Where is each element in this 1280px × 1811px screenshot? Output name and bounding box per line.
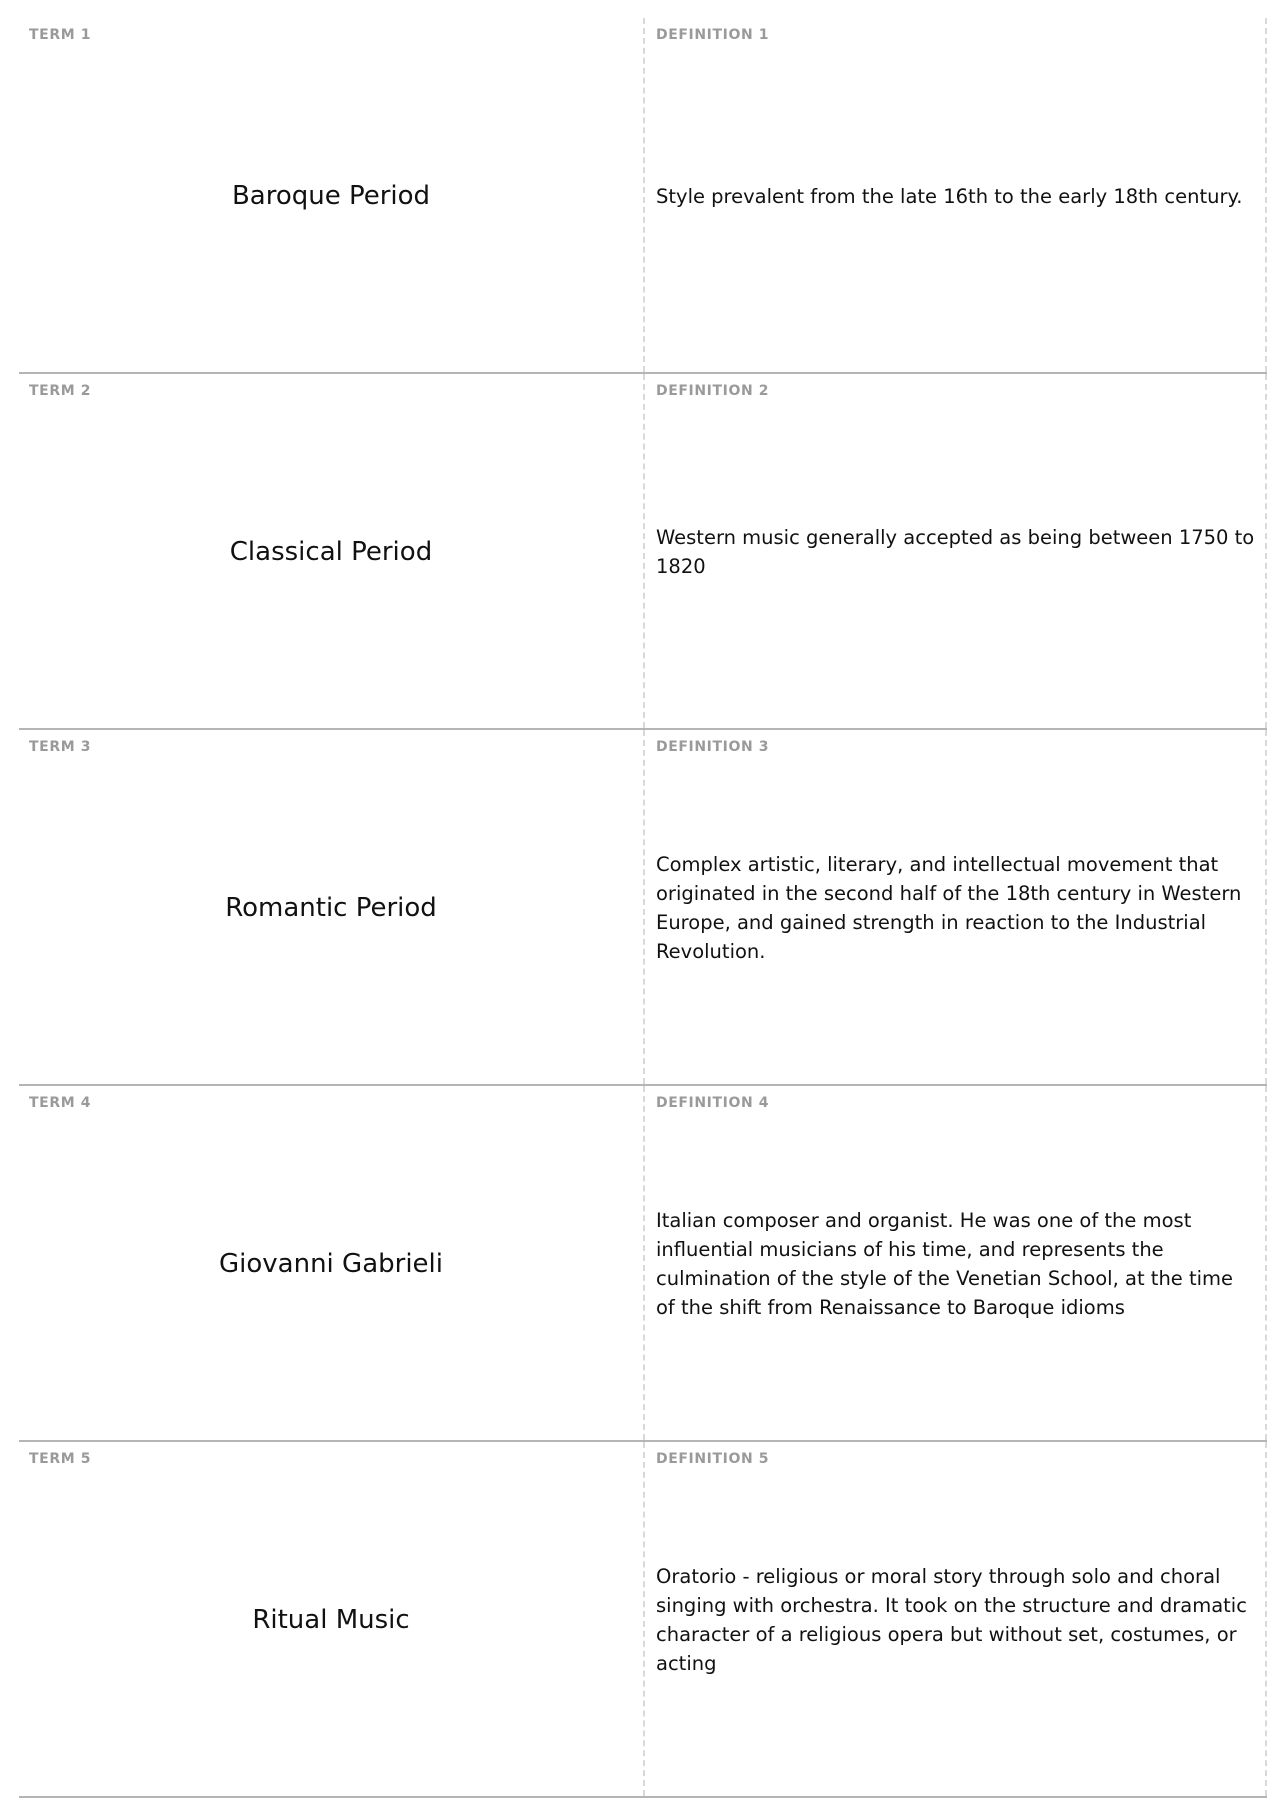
term-cell — [19, 374, 643, 728]
term-label: TERM 4 — [29, 1095, 92, 1111]
flashcard-row — [19, 374, 1267, 730]
definition-cell — [643, 18, 1267, 372]
definition-cell — [643, 374, 1267, 728]
flashcard-row — [19, 1086, 1267, 1442]
term-text: Giovanni Gabrieli — [219, 1248, 443, 1279]
definition-text: Oratorio - religious or moral story through solo and choral singing with orchestra. It took on the structure and dramatic character of a religious opera but without set, costumes, or acting — [656, 1565, 1247, 1675]
term-cell — [19, 730, 643, 1084]
term-text: Classical Period — [229, 536, 433, 567]
flashcard-sheet — [19, 18, 1267, 1798]
term-cell — [19, 1086, 643, 1440]
definition-cell — [643, 1086, 1267, 1440]
term-text: Baroque Period — [231, 180, 431, 211]
definition-cell — [643, 1442, 1267, 1796]
definition-label: DEFINITION 2 — [656, 383, 770, 399]
term-cell — [19, 1442, 643, 1796]
definition-label: DEFINITION 3 — [656, 739, 770, 755]
flashcard-row — [19, 730, 1267, 1086]
definition-text: Style prevalent from the late 16th to the early 18th century. — [656, 184, 1243, 208]
definition-text: Complex artistic, literary, and intellectual movement that originated in the second half of the 18th century in Western Europe, and gained strength in reaction to the Industrial Revolution. — [656, 853, 1242, 963]
definition-label: DEFINITION 1 — [656, 27, 770, 43]
definition-label: DEFINITION 5 — [656, 1451, 770, 1467]
term-cell — [19, 18, 643, 372]
term-label: TERM 2 — [29, 383, 92, 399]
definition-cell — [643, 730, 1267, 1084]
flashcard-row — [19, 1442, 1267, 1798]
term-label: TERM 5 — [29, 1451, 92, 1467]
flashcard-row — [19, 18, 1267, 374]
term-text: Ritual Music — [252, 1604, 410, 1635]
definition-label: DEFINITION 4 — [656, 1095, 770, 1111]
term-label: TERM 1 — [29, 27, 92, 43]
definition-text: Italian composer and organist. He was one of the most influential musicians of his time, and represents the culmination of the style of the Venetian School, at the time of the shift from Renaissance to Baroque idioms — [656, 1209, 1234, 1319]
term-label: TERM 3 — [29, 739, 92, 755]
term-text: Romantic Period — [225, 892, 437, 923]
definition-text: Western music generally accepted as being between 1750 to 1820 — [656, 526, 1255, 578]
